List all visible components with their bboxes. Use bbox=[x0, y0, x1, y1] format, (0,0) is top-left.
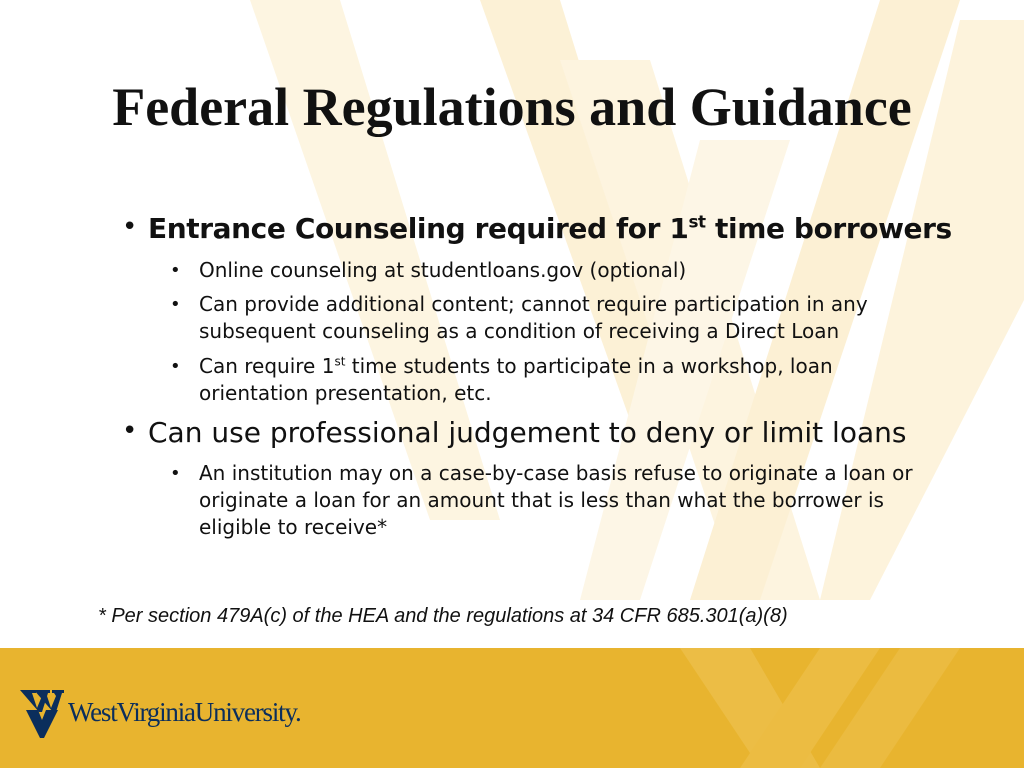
bullet-dot-icon: • bbox=[122, 416, 138, 446]
bullet-dot-icon: • bbox=[170, 356, 181, 377]
logo-wordmark: WestVirginiaUniversity. bbox=[68, 696, 301, 727]
bullet-dot-icon: • bbox=[170, 294, 181, 315]
sub-bullet-text: Online counseling at studentloans.gov (optional) bbox=[199, 258, 687, 282]
bullet-dot-icon: • bbox=[122, 212, 138, 242]
slide-title: Federal Regulations and Guidance bbox=[112, 77, 912, 137]
bullet-text: Entrance Counseling required for 1st time borrowers bbox=[148, 211, 952, 245]
bullet-dot-icon: • bbox=[170, 260, 181, 281]
flying-wv-icon bbox=[20, 686, 64, 738]
sub-bullet-text: An institution may on a case-by-case basis refuse to originate a loan or originate a loan for an amount that is less than what the borrower is eligible to receive* bbox=[199, 461, 913, 539]
wvu-logo bbox=[20, 686, 301, 738]
footnote: * Per section 479A(c) of the HEA and the regulations at 34 CFR 685.301(a)(8) bbox=[98, 605, 788, 627]
sub-bullet-text: Can require 1st time students to participate in a workshop, loan orientation presentation, etc. bbox=[199, 354, 833, 405]
bullet-dot-icon: • bbox=[170, 463, 181, 484]
bullet-text: Can use professional judgement to deny or limit loans bbox=[148, 416, 907, 449]
sub-bullet-text: Can provide additional content; cannot require participation in any subsequent counseling as a condition of receiving a Direct Loan bbox=[199, 292, 868, 343]
